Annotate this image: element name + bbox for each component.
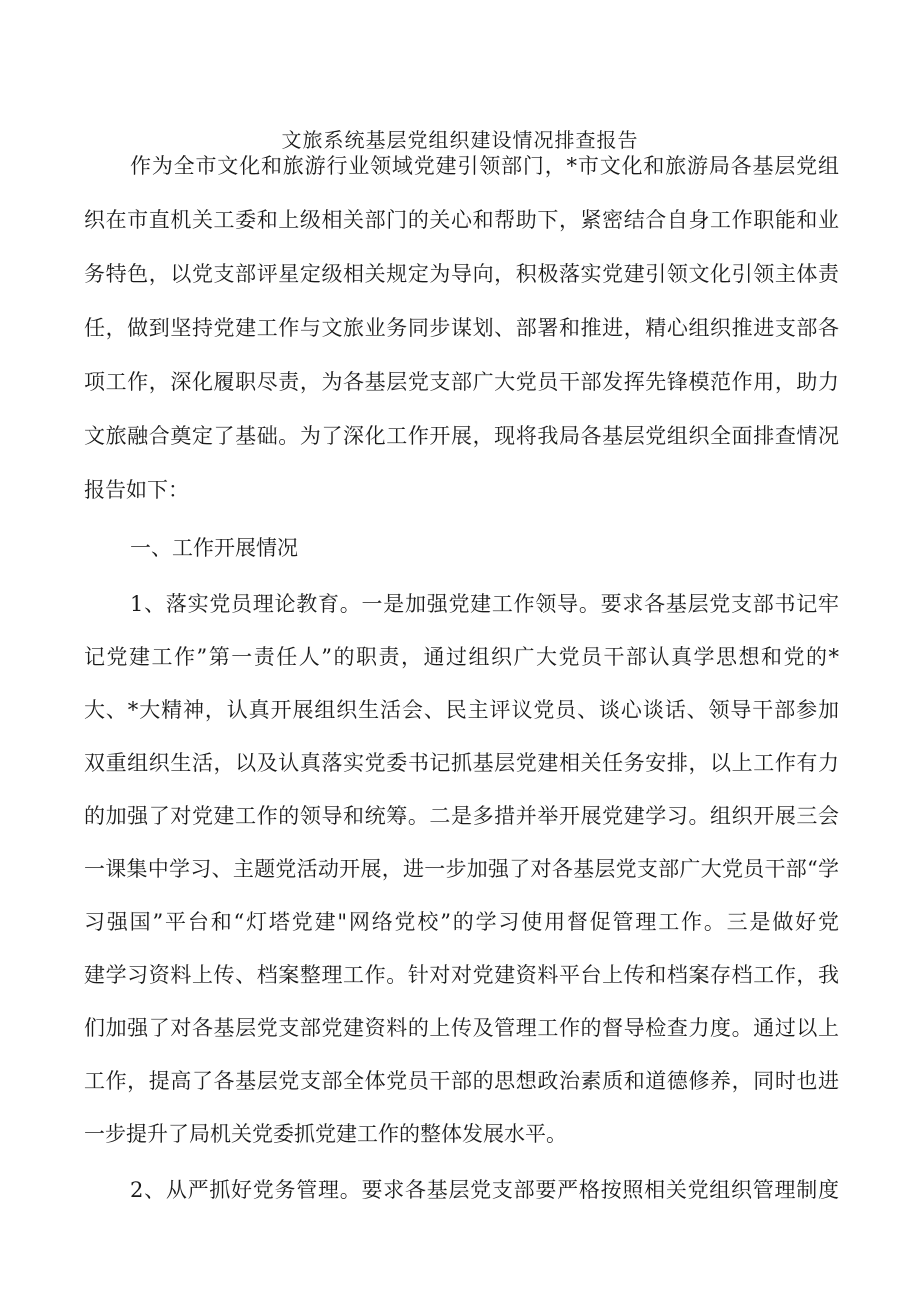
paragraph-line: 项工作，深化履职尽责，为各基层党支部广大党员干部发挥先锋模范作用，助力 <box>84 370 839 394</box>
paragraph-line: 的加强了对党建工作的领导和统筹。二是多措并举开展党建学习。组织开展三会 <box>84 804 839 828</box>
paragraph-line: 2、从严抓好党务管理。要求各基层党支部要严格按照相关党组织管理制度 <box>130 1178 839 1202</box>
document-title: 文旅系统基层党组织建设情况排查报告 <box>281 128 639 152</box>
paragraph-line: 工作，提高了各基层党支部全体党员干部的思想政治素质和道德修养，同时也进 <box>84 1069 839 1093</box>
paragraph-line: 务特色，以党支部评星定级相关规定为导向，积极落实党建引领文化引领主体责 <box>84 262 839 286</box>
paragraph-line: 1、落实党员理论教育。一是加强党建工作领导。要求各基层党支部书记牢 <box>130 592 839 616</box>
paragraph-line: 一课集中学习、主题党活动开展，进一步加强了对各基层党支部广大党员干部“学 <box>84 857 839 881</box>
paragraph-line: 习强国”平台和“灯塔党建"网络党校”的学习使用督促管理工作。三是做好党 <box>84 910 839 934</box>
paragraph-line: 们加强了对各基层党支部党建资料的上传及管理工作的督导检查力度。通过以上 <box>84 1016 839 1040</box>
paragraph-line: 织在市直机关工委和上级相关部门的关心和帮助下，紧密结合自身工作职能和业 <box>84 208 839 232</box>
section-heading: 一、工作开展情况 <box>130 536 298 560</box>
paragraph-line: 任，做到坚持党建工作与文旅业务同步谋划、部署和推进，精心组织推进支部各 <box>84 316 839 340</box>
paragraph-line: 记党建工作”第一责任人”的职责，通过组织广大党员干部认真学思想和党的* <box>84 645 839 669</box>
paragraph-line: 建学习资料上传、档案整理工作。针对对党建资料平台上传和档案存档工作，我 <box>84 963 839 987</box>
paragraph-line: 大、*大精神，认真开展组织生活会、民主评议党员、谈心谈话、领导干部参加 <box>84 698 839 722</box>
paragraph-line: 作为全市文化和旅游行业领域党建引领部门，*市文化和旅游局各基层党组 <box>130 154 839 178</box>
paragraph-line: 文旅融合奠定了基础。为了深化工作开展，现将我局各基层党组织全面排查情况 <box>84 424 839 448</box>
paragraph-line: 双重组织生活，以及认真落实党委书记抓基层党建相关任务安排，以上工作有力 <box>84 751 839 775</box>
paragraph-line: 报告如下： <box>84 478 189 502</box>
paragraph-line: 一步提升了局机关党委抓党建工作的整体发展水平。 <box>84 1122 567 1146</box>
